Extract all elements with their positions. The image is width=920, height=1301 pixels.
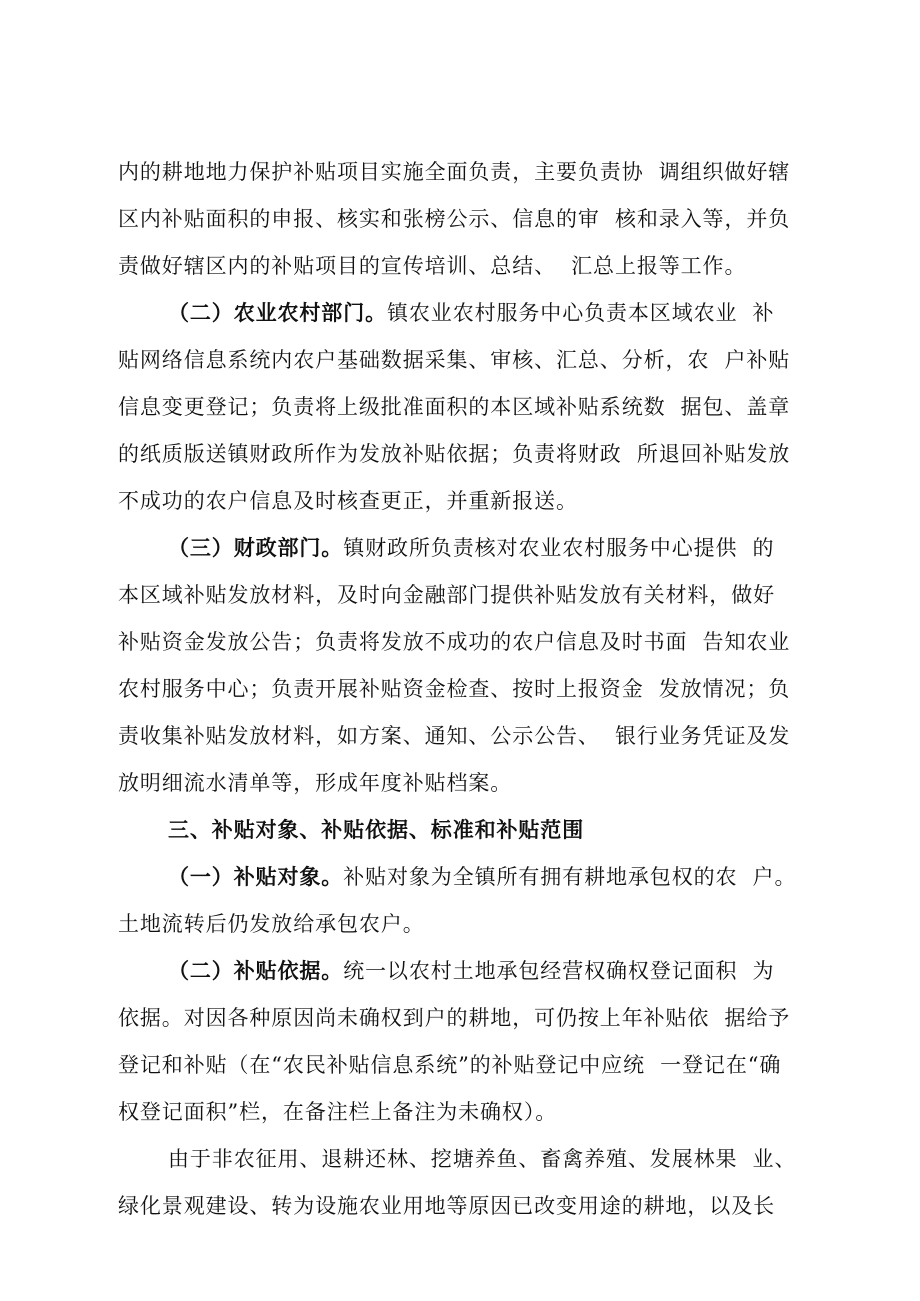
paragraph-text: 镇财政所负责核对农业农村服务中心提供 的 — [343, 536, 775, 560]
section-heading: （二）补贴依据。 — [168, 959, 344, 983]
paragraph-line: 贴网络信息系统内农户基础数据采集、审核、汇总、分析，农 户补贴 — [118, 348, 791, 372]
paragraph-line: 的纸质版送镇财政所作为发放补贴依据；负责将财政 所退回补贴发放 — [118, 442, 791, 466]
chapter-heading: 三、补贴对象、补贴依据、标准和补贴范围 — [168, 817, 585, 842]
paragraph-line: 土地流转后仍发放给承包农户。 — [118, 912, 425, 936]
paragraph-line — [168, 534, 868, 562]
paragraph-line: 不成功的农户信息及时核查更正，并重新报送。 — [118, 489, 578, 513]
paragraph-line: 放明细流水清单等，形成年度补贴档案。 — [118, 771, 513, 795]
paragraph-line — [168, 863, 868, 891]
section-heading: （二）农业农村部门。 — [168, 301, 387, 325]
paragraph-line: 责收集补贴发放材料，如方案、通知、公示公告、 银行业务凭证及发 — [118, 724, 791, 748]
paragraph-text: 镇农业农村服务中心负责本区域农业 补 — [387, 301, 775, 325]
paragraph-line: 农村服务中心；负责开展补贴资金检查、按时上报资金 发放情况；负 — [118, 677, 791, 701]
paragraph-line: 登记和补贴（在“农民补贴信息系统”的补贴登记中应统 一登记在“确 — [118, 1053, 782, 1077]
section-heading: （三）财政部门。 — [168, 536, 344, 560]
paragraph-text: 补贴对象为全镇所有拥有耕地承包权的农 户。 — [343, 865, 797, 889]
section-heading: （一）补贴对象。 — [168, 865, 344, 889]
paragraph-line: 由于非农征用、退耕还林、挖塘养鱼、畜禽养殖、发展林果 业、 — [168, 1147, 797, 1171]
paragraph-line: 补贴资金发放公告；负责将发放不成功的农户信息及时书面 告知农业 — [118, 630, 791, 654]
paragraph-line: 信息变更登记；负责将上级批准面积的本区域补贴系统数 据包、盖章 — [118, 395, 791, 419]
paragraph-line: 权登记面积”栏，在备注栏上备注为未确权）。 — [118, 1100, 558, 1124]
paragraph-line: 责做好辖区内的补贴项目的宣传培训、总结、 汇总上报等工作。 — [118, 254, 747, 278]
paragraph-line: 绿化景观建设、转为设施农业用地等原因已改变用途的耕地，以及长 — [118, 1194, 775, 1218]
paragraph-line: 区内补贴面积的申报、核实和张榜公示、信息的审 核和录入等，并负 — [118, 207, 791, 231]
paragraph-line — [168, 957, 868, 985]
paragraph-line: 本区域补贴发放材料，及时向金融部门提供补贴发放有关材料，做好 — [118, 583, 775, 607]
paragraph-text: 统一以农村土地承包经营权确权登记面积 为 — [343, 959, 775, 983]
paragraph-line — [168, 299, 868, 327]
paragraph-line: 内的耕地地力保护补贴项目实施全面负责，主要负责协 调组织做好辖 — [118, 160, 791, 184]
paragraph-line: 依据。对因各种原因尚未确权到户的耕地，可仍按上年补贴依 据给予 — [118, 1006, 791, 1030]
